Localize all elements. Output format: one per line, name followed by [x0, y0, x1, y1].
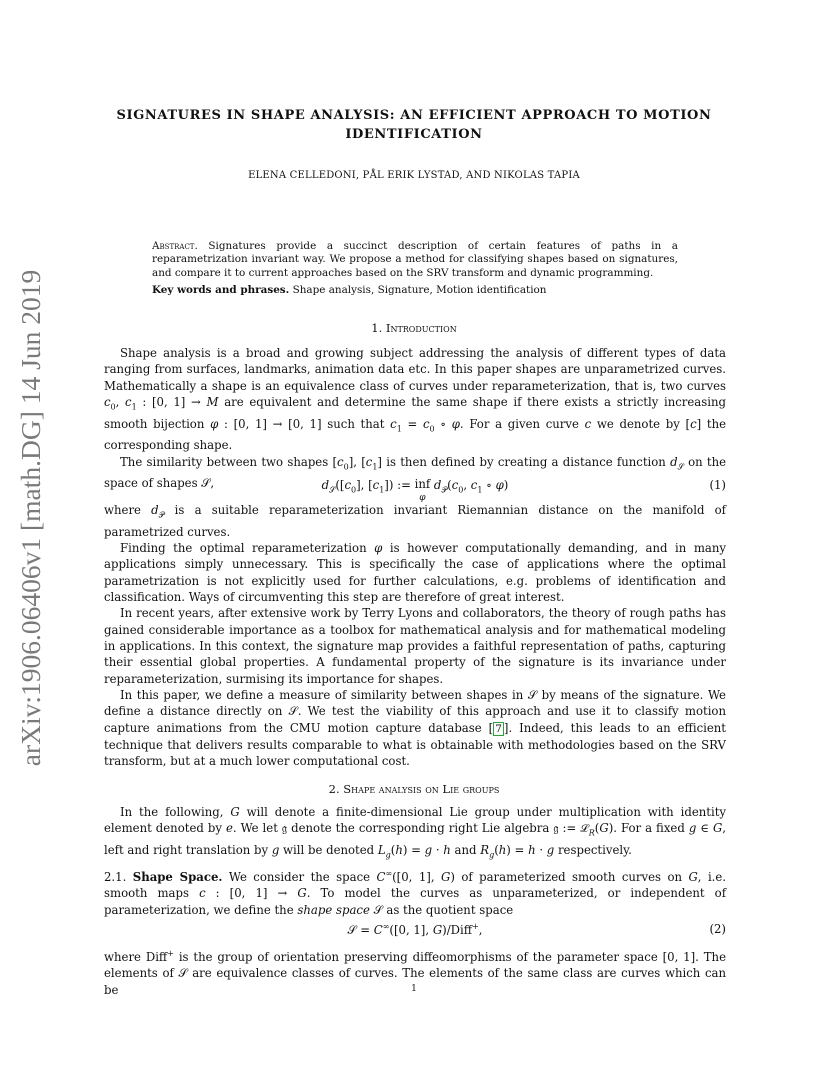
section-1-body-b [104, 502, 726, 770]
abstract-text: Signatures provide a succinct description of certain features of paths in a reparametrization invariant way. We propose a method for classifying shapes based on signatures, and compare it to current approaches based on the SRV transform and dynamic programming. [152, 240, 678, 279]
page-number: 1 [411, 984, 417, 994]
subsection-title: Shape Space. [132, 869, 223, 884]
paragraph: where $d_𝒫$ is a suitable reparameterization invariant Riemannian distance on the manifold of parametrized curves. [104, 503, 727, 539]
paragraph: In recent years, after extensive work by Terry Lyons and collaborators, the theory of rough paths has gained considerable importance as a toolbox for mathematical analysis and for mathematical modeling in applications. In this context, the signature map provides a faithful representation of paths, capturing their essential global properties. A fundamental property of the signature is its invariance under reparameterization, surmising its importance for shapes. [104, 606, 726, 686]
arxiv-stamp-text: arXiv:1906.06406v1 [math.DG] 14 Jun 2019 [15, 269, 46, 767]
equation-1-expression: $d_𝒮([c_0]$, $[c_1]$) := inf φ $d_𝒫(c_0$, $c_1$ ∘ φ) [321, 477, 509, 503]
equation-1-number: (1) [709, 478, 726, 492]
section-1-body-a [104, 345, 726, 492]
paragraph: where Diff+ is the group of orientation preserving diffeomorphisms of the parameter space [0, 1]. The elements of 𝒮 are equivalence classes of curves. The elements of the same class are curves which can be [104, 949, 726, 997]
paragraph: 2.1. Shape Space. We consider the space C∞([0, 1], G) of parameterized smooth curves on G, i.e. smooth maps c : [0, 1] → G. To model the curves as unparameterized, or independent of parameterization, we define the shape space 𝒮 as the quotient space [104, 869, 727, 917]
abstract [152, 240, 678, 298]
paragraph: The similarity between two shapes $[c_0]$, $[c_1]$ is then defined by creating a distance function $d_𝒮$ on the space of shapes 𝒮, [104, 454, 727, 491]
section-2-heading: 2. Shape analysis on Lie groups [328, 782, 500, 796]
equation-2 [104, 922, 726, 940]
paragraph: In the following, G will denote a finite-dimensional Lie group under multiplication with identity element denoted by e. We let 𝔤 denote the corresponding right Lie algebra 𝔤 := ℒ$_R$(G). For a fixed g ∈ G, left and right translation by g will be denoted $L_g(h) = g \cdot h$ and $R_g(h) = h \cdot g$ respectively. [104, 805, 727, 860]
section-1-heading: 1. Introduction [371, 321, 457, 335]
equation-1 [104, 477, 726, 503]
equation-2-expression: 𝒮 = C∞([0, 1], G)/Diff+, [347, 922, 483, 937]
title-line-2: IDENTIFICATION [345, 127, 483, 142]
arxiv-stamp [2, 268, 60, 768]
paragraph: Shape analysis is a broad and growing subject addressing the analysis of different types of data ranging from surfaces, landmarks, animation data etc. In this paper shapes are unparametrized curves. Mathematically a shape is an equivalence class of curves under reparameterization, that is, two curves $c_0$, $c_1$ : [0, 1] → M are equivalent and determine the same shape if there exists a strictly increasing smooth bijection φ : [0, 1] → [0, 1] such that $c_1 = c_0$ ∘ φ. For a given curve c we denote by [c] the corresponding shape. [104, 346, 727, 453]
paper-title [104, 106, 724, 144]
author-list: ELENA CELLEDONI, PÅL ERIK LYSTAD, AND NIKOLAS TAPIA [248, 170, 580, 181]
paragraph: Finding the optimal reparameterization φ is however computationally demanding, and in many applications simply unnecessary. This is specifically the case of applications where the optimal parametrization is not explicitly used for further calculations, e.g. problems of identification and classification. Ways of circumventing this step are therefore of great interest. [104, 541, 727, 605]
keywords-label: Key words and phrases. [152, 284, 290, 297]
section-2-body-a [104, 804, 726, 864]
paragraph: In this paper, we define a measure of similarity between shapes in 𝒮 by means of the signature. We define a distance directly on 𝒮. We test the viability of this approach and use it to classify motion capture animations from the CMU motion capture database [ 7 ]. Indeed, this leads to an efficient technique that delivers results comparable to what is obtainable with methodologies based on the SRV transform, but at a much lower computational cost. [104, 688, 726, 769]
title-line-1: SIGNATURES IN SHAPE ANALYSIS: AN EFFICIENT APPROACH TO MOTION [116, 108, 712, 123]
keywords: Shape analysis, Signature, Motion identification [292, 284, 547, 297]
equation-2-number: (2) [709, 922, 726, 936]
abstract-label: Abstract. [152, 240, 198, 252]
citation-link[interactable]: 7 [495, 722, 502, 735]
section-2-body-b [104, 866, 726, 918]
